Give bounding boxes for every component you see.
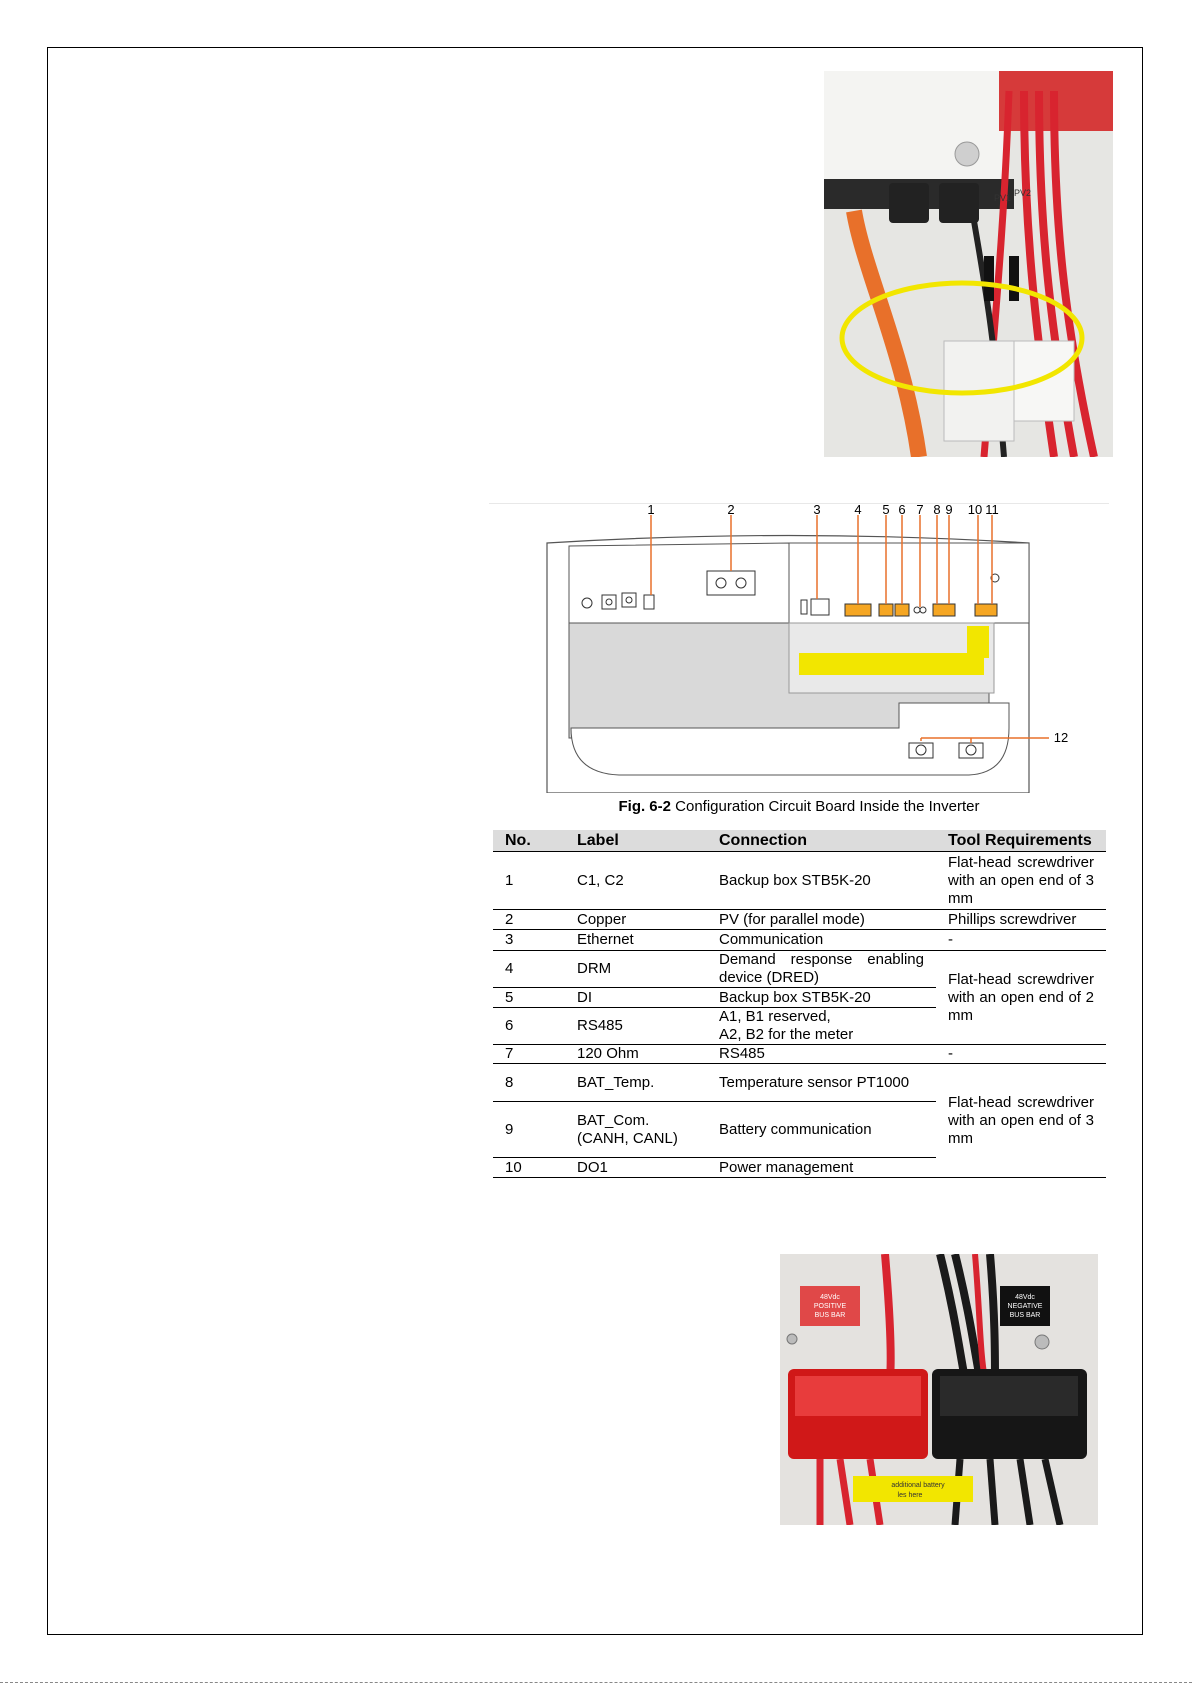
callout-8: 8	[933, 503, 941, 517]
table-row: 8 BAT_Temp. Temperature sensor PT1000 Flat-head screwdriver with an open end of 3 mm	[493, 1064, 1106, 1102]
cable-routing-photo	[824, 71, 1113, 457]
svg-text:48Vdc: 48Vdc	[820, 1294, 840, 1301]
table-row: 1 C1, C2 Backup box STB5K-20 Flat-head screwdriver with an open end of 3 mm	[493, 852, 1106, 910]
table-row: 6 RS485 A1, B1 reserved, A2, B2 for the meter	[493, 1008, 1106, 1045]
table-row: 5 DI Backup box STB5K-20	[493, 988, 1106, 1008]
callout-3: 3	[813, 503, 821, 517]
circuit-board-diagram	[489, 503, 1109, 793]
table-row: 2 Copper PV (for parallel mode) Phillips screwdriver	[493, 910, 1106, 930]
svg-text:BUS BAR: BUS BAR	[814, 1312, 846, 1319]
header-no: No.	[493, 830, 565, 852]
figure-number: Fig. 6-2	[618, 798, 671, 815]
svg-text:48Vdc: 48Vdc	[1015, 1294, 1035, 1301]
header-connection: Connection	[707, 830, 936, 852]
table-row: 7 120 Ohm RS485 -	[493, 1045, 1106, 1064]
callout-2: 2	[727, 503, 735, 517]
header-label: Label	[565, 830, 707, 852]
svg-text:additional battery: additional battery	[891, 1482, 945, 1489]
callout-1: 1	[647, 503, 655, 517]
callout-12: 12	[1053, 730, 1069, 745]
callout-10: 10	[967, 503, 983, 517]
callout-7: 7	[916, 503, 924, 517]
callout-6: 6	[898, 503, 906, 517]
callout-5: 5	[882, 503, 890, 517]
pv1-tag: PV1	[994, 193, 1012, 203]
page-bottom-edge	[0, 1682, 1192, 1683]
figure-caption	[489, 798, 1109, 815]
table-row: 3 Ethernet Communication -	[493, 930, 1106, 951]
svg-text:les here: les here	[897, 1492, 923, 1499]
svg-text:BUS BAR: BUS BAR	[1009, 1312, 1041, 1319]
svg-text:NEGATIVE: NEGATIVE	[1007, 1303, 1043, 1310]
table-row: 4 DRM Demand response enabling device (DRED) Flat-head screwdriver with an open end of 2 mm	[493, 951, 1106, 988]
callout-9: 9	[945, 503, 953, 517]
connection-table	[493, 830, 1106, 1178]
callout-4: 4	[854, 503, 862, 517]
table-header-row	[493, 830, 1106, 852]
svg-text:POSITIVE: POSITIVE	[813, 1303, 847, 1310]
bus-bar-photo	[780, 1254, 1098, 1525]
table-row: 10 DO1 Power management	[493, 1158, 1106, 1178]
callout-11: 11	[985, 503, 999, 517]
header-tool: Tool Requirements	[936, 830, 1106, 852]
figure-title: Configuration Circuit Board Inside the Inverter	[671, 798, 980, 815]
table-row: 9 BAT_Com. (CANH, CANL) Battery communication	[493, 1102, 1106, 1158]
pv2-tag: PV2	[1014, 188, 1032, 198]
